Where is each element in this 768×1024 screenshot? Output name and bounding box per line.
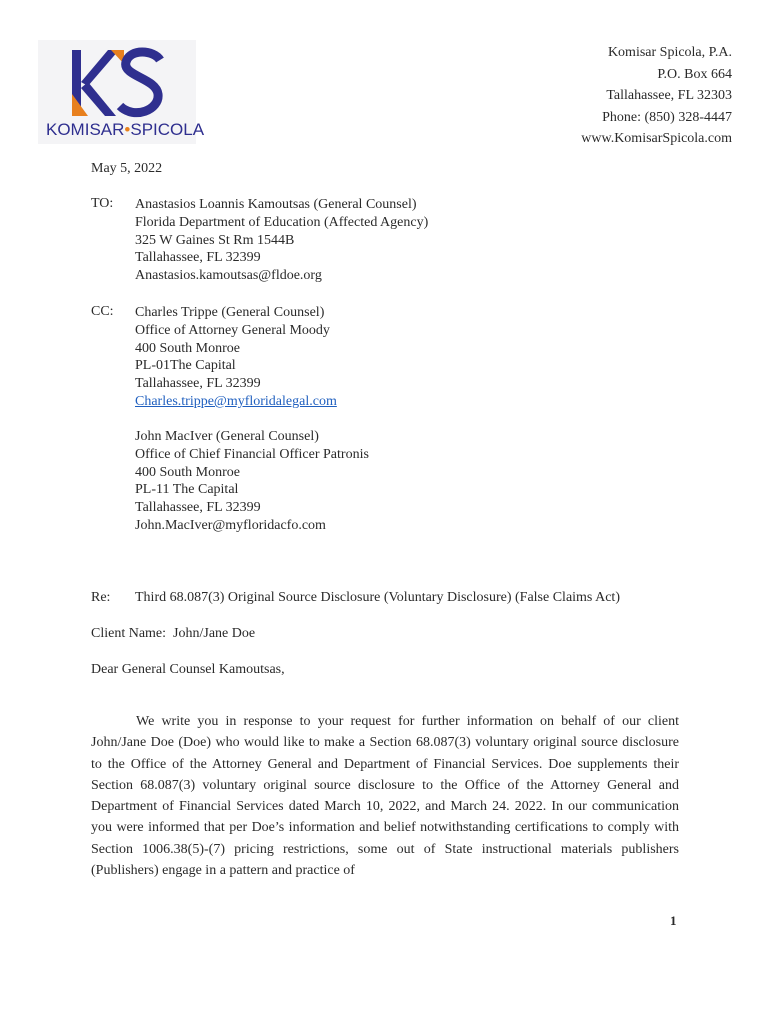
cc-email-link[interactable]: Charles.trippe@myfloridalegal.com <box>135 393 337 409</box>
logo-word-separator: • <box>124 120 131 139</box>
cc-line: PL-01The Capital <box>135 358 236 374</box>
firm-city: Tallahassee, FL 32303 <box>606 88 732 103</box>
cc-line: Tallahassee, FL 32399 <box>135 376 261 392</box>
to-line: Florida Department of Education (Affected Agency) <box>135 214 429 230</box>
cc-line: 400 South Monroe <box>135 340 240 356</box>
firm-logo <box>38 40 205 144</box>
to-line: Anastasios Loannis Kamoutsas (General Counsel) <box>135 197 417 212</box>
re-label: Re: <box>91 590 111 605</box>
re-subject: Third 68.087(3) Original Source Disclosure (Voluntary Disclosure) (False Claims Act) <box>135 590 620 605</box>
letter-date: May 5, 2022 <box>91 161 163 176</box>
firm-phone: Phone: (850) 328-4447 <box>602 109 732 125</box>
cc-label: CC: <box>91 304 114 319</box>
cc-line: John.MacIver@myfloridacfo.com <box>135 517 326 533</box>
cc-second-block <box>135 428 369 535</box>
firm-name: Komisar Spicola, P.A. <box>607 45 732 60</box>
cc-line: Office of Chief Financial Officer Patronis <box>135 446 369 462</box>
cc-line: PL-11 The Capital <box>135 482 239 498</box>
logo-word-right: SPICOLA <box>130 120 205 139</box>
cc-first-block <box>135 304 337 411</box>
firm-po-box: P.O. Box 664 <box>657 66 732 82</box>
logo-wordmark <box>46 120 205 140</box>
page-number: 1 <box>670 913 677 928</box>
client-label: Client Name: <box>91 626 167 641</box>
to-address-block <box>135 196 428 285</box>
to-line: Tallahassee, FL 32399 <box>135 250 261 266</box>
to-line: Anastasios.kamoutsas@fldoe.org <box>135 268 322 284</box>
letterhead-address <box>581 42 732 150</box>
body-text: We write you in response to your request for further information on behalf of our client John/Jane Doe (Doe) who would like to make a Section 68.087(3) voluntary original source disclosure to the Office of the Attorney General and Department of Financial Services. Doe supplements their Section 68.087(3) voluntary original source disclosure to the Office of the Attorney General and Department of Financial Services dated March 10, 2022, and March 24. 2022. In our communication you were informed that per Doe’s information and belief notwithstanding certifications to comply with Section 1006.38(5)-(7) pricing restrictions, some out of State instructional materials publishers (Publishers) engage in a pattern and practice of <box>91 714 679 879</box>
client-name-line <box>91 625 255 643</box>
salutation: Dear General Counsel Kamoutsas, <box>91 662 285 677</box>
to-label: TO: <box>91 196 114 211</box>
firm-website: www.KomisarSpicola.com <box>581 131 732 146</box>
body-paragraph <box>91 711 679 881</box>
client-value: John/Jane Doe <box>173 626 256 641</box>
cc-line: Tallahassee, FL 32399 <box>135 500 261 516</box>
ks-monogram-icon <box>68 44 168 120</box>
cc-line: Office of Attorney General Moody <box>135 322 330 338</box>
logo-word-left: KOMISAR <box>46 120 125 139</box>
to-line: 325 W Gaines St Rm 1544B <box>135 232 295 248</box>
cc-line: 400 South Monroe <box>135 464 240 480</box>
cc-line: Charles Trippe (General Counsel) <box>135 305 325 320</box>
cc-line: John MacIver (General Counsel) <box>135 429 319 444</box>
